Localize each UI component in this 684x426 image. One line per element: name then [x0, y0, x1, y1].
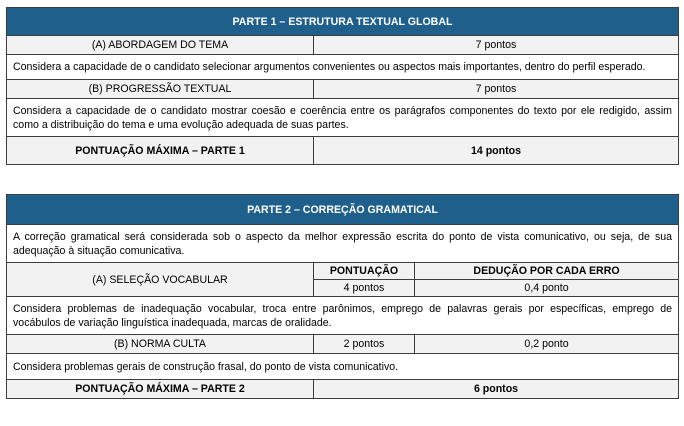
criterion-row [7, 36, 679, 55]
part2-column-header-row [7, 263, 679, 280]
criterion-description-row [7, 99, 679, 137]
criterion-description-row [7, 354, 679, 380]
criterion-row [7, 335, 679, 354]
criterion-deduction: 0,2 ponto [415, 335, 679, 354]
part2-table [6, 194, 679, 399]
part2-max-value: 6 pontos [314, 380, 679, 399]
criterion-label: (A) SELEÇÃO VOCABULAR [7, 263, 314, 297]
part1-total-row [7, 137, 679, 165]
part1-max-label: PONTUAÇÃO MÁXIMA – PARTE 1 [7, 137, 314, 165]
criterion-description: Considera a capacidade de o candidato mostrar coesão e coerência entre os parágrafos componentes do texto por ele redigido, assim como a distribuição do tema e uma evolução adequada de suas partes. [7, 99, 679, 137]
criterion-row [7, 80, 679, 99]
criterion-description: Considera problemas gerais de construção frasal, do ponto de vista comunicativo. [7, 354, 679, 380]
part1-title: PARTE 1 – ESTRUTURA TEXTUAL GLOBAL [7, 8, 679, 36]
criterion-points: 4 pontos [314, 280, 415, 297]
part2-intro-row [7, 225, 679, 263]
criterion-points: 7 pontos [314, 80, 679, 99]
criterion-deduction: 0,4 ponto [415, 280, 679, 297]
criterion-label: (B) PROGRESSÃO TEXTUAL [7, 80, 314, 99]
criterion-label: (A) ABORDAGEM DO TEMA [7, 36, 314, 55]
part1-table [6, 7, 679, 165]
criterion-points: 2 pontos [314, 335, 415, 354]
part1-max-value: 14 pontos [314, 137, 679, 165]
criterion-description-row [7, 55, 679, 80]
criterion-label: (B) NORMA CULTA [7, 335, 314, 354]
criterion-description: Considera problemas de inadequação vocabular, troca entre parônimos, emprego de palavras gerais por específicas, emprego de vocábulos de variação linguística inadequada, marcas de oralidade. [7, 297, 679, 335]
part2-header-row [7, 195, 679, 225]
part1-header-row [7, 8, 679, 36]
column-header-points: PONTUAÇÃO [314, 263, 415, 280]
part2-intro: A correção gramatical será considerada sob o aspecto da melhor expressão escrita do ponto de vista comunicativo, ou seja, de sua adequação à situação comunicativa. [7, 225, 679, 263]
column-header-deduction: DEDUÇÃO POR CADA ERRO [415, 263, 679, 280]
criterion-description-row [7, 297, 679, 335]
part2-title: PARTE 2 – CORREÇÃO GRAMATICAL [7, 195, 679, 225]
part2-max-label: PONTUAÇÃO MÁXIMA – PARTE 2 [7, 380, 314, 399]
part2-total-row [7, 380, 679, 399]
criterion-description: Considera a capacidade de o candidato selecionar argumentos convenientes ou aspectos mais importantes, dentro do perfil esperado. [7, 55, 679, 80]
criterion-points: 7 pontos [314, 36, 679, 55]
